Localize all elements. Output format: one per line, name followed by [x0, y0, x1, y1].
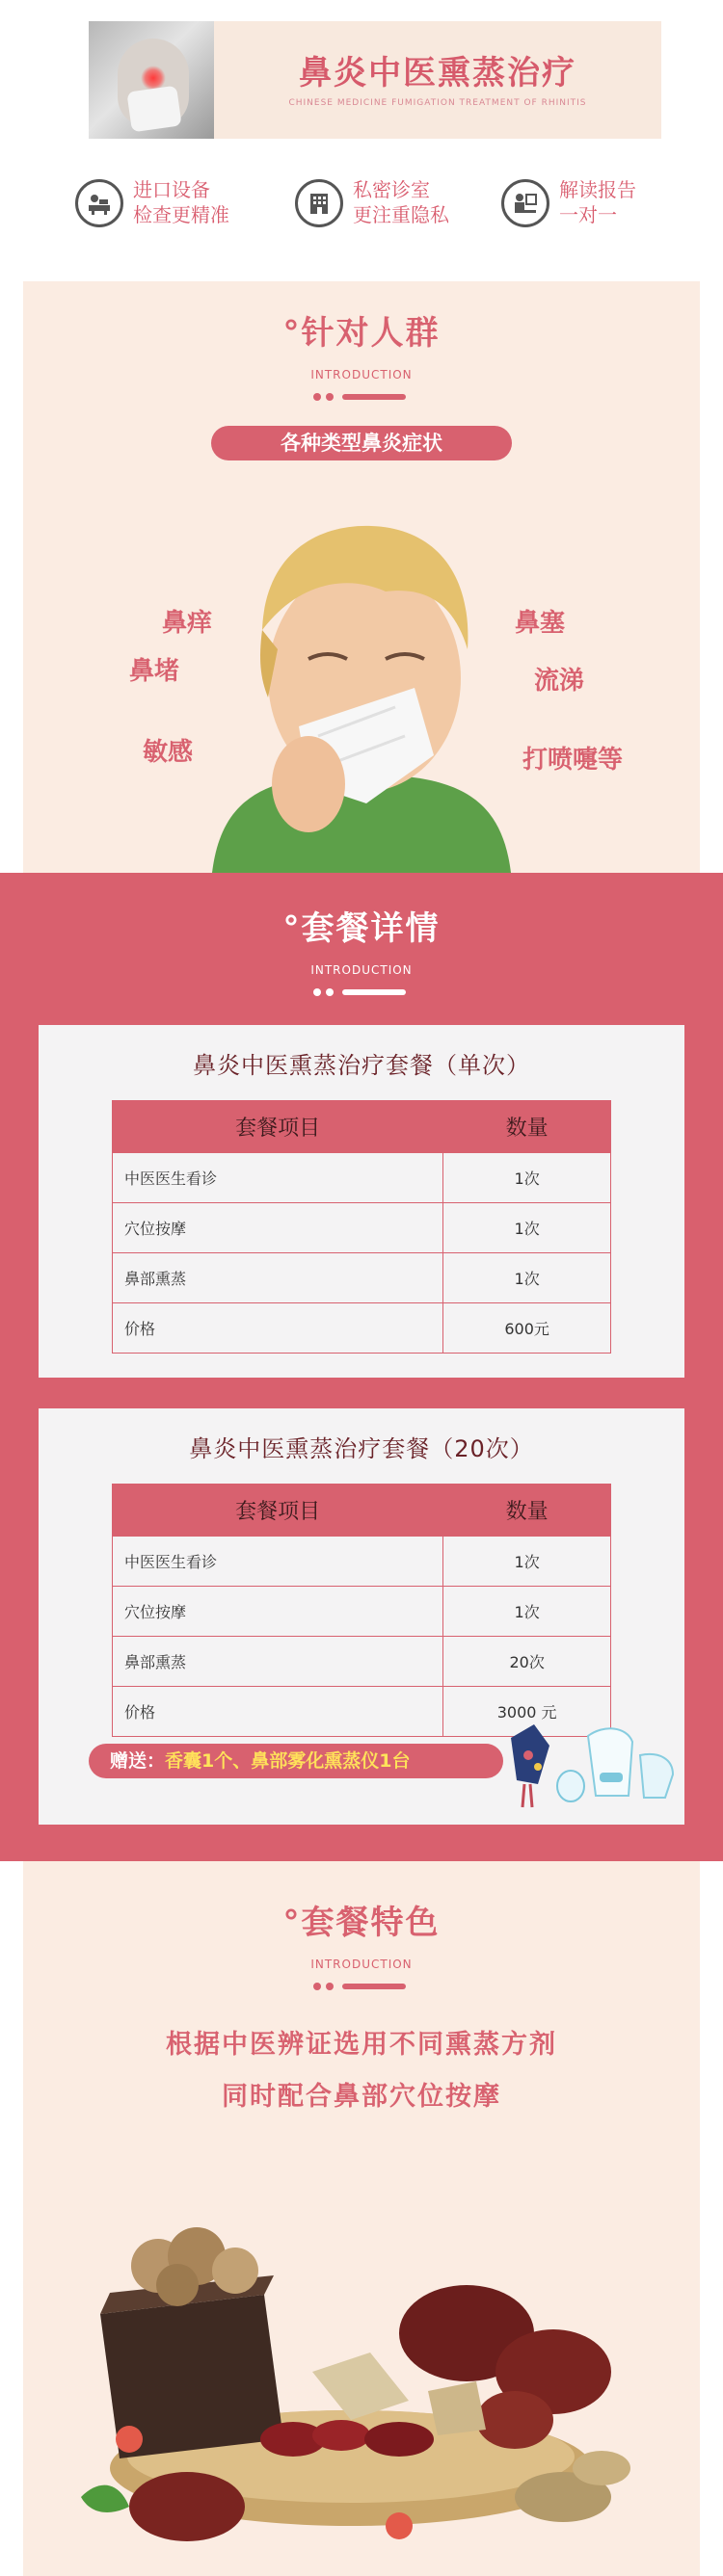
- table-row: [113, 1537, 611, 1587]
- symptom-sensitive: 敏感: [143, 738, 194, 767]
- table-header: 套餐项目: [113, 1485, 443, 1537]
- gift-products-image: [495, 1717, 679, 1809]
- item-cell: 鼻部熏蒸: [113, 1253, 443, 1303]
- quantity-cell: 1次: [443, 1587, 611, 1637]
- item-cell: 鼻部熏蒸: [113, 1637, 443, 1687]
- symptom-runny-nose: 流涕: [534, 667, 585, 696]
- table-row: [113, 1253, 611, 1303]
- table-row: [113, 1153, 611, 1203]
- quantity-cell: 1次: [443, 1537, 611, 1587]
- feature-line1: 私密诊室: [353, 178, 430, 201]
- symptom-stuffy-nose: 鼻塞: [515, 609, 566, 638]
- price-cell: 600元: [443, 1303, 611, 1354]
- quantity-cell: 1次: [443, 1203, 611, 1253]
- package-table: [112, 1100, 611, 1354]
- gift-banner: [89, 1744, 503, 1778]
- quantity-cell: 1次: [443, 1253, 611, 1303]
- gift-label: 赠送：: [110, 1750, 166, 1772]
- doctor-report-icon: [501, 179, 549, 227]
- feature-line1: 进口设备: [133, 178, 210, 201]
- clinic-icon: [295, 179, 343, 227]
- package-table: [112, 1484, 611, 1737]
- item-cell: 中医医生看诊: [113, 1153, 443, 1203]
- gift-value: 香囊1个、鼻部雾化熏蒸仪1台: [165, 1750, 411, 1772]
- quantity-cell: 20次: [443, 1637, 611, 1687]
- divider-dots: [313, 988, 410, 996]
- table-row: [113, 1303, 611, 1354]
- table-header: 数量: [443, 1485, 611, 1537]
- package-section: [0, 873, 723, 1861]
- banner-title: 鼻炎中医熏蒸治疗: [299, 54, 576, 92]
- feature-line1: 解读报告: [559, 178, 636, 201]
- symptom-itchy-nose: 鼻痒: [162, 609, 213, 638]
- feature-line-1: 根据中医辨证选用不同熏蒸方剂: [166, 2030, 557, 2060]
- divider-dots: [313, 1983, 410, 1990]
- section-title: °针对人群: [282, 314, 441, 353]
- section-intro: INTRODUCTION: [310, 963, 413, 977]
- herbal-medicine-image: [62, 2150, 659, 2564]
- divider-dots: [313, 393, 410, 401]
- feature-line2: 一对一: [559, 203, 617, 226]
- package-card-single: [39, 1025, 684, 1378]
- section-intro: INTRODUCTION: [310, 368, 413, 381]
- item-cell: 穴位按摩: [113, 1203, 443, 1253]
- quantity-cell: 1次: [443, 1153, 611, 1203]
- feature-line2: 检查更精准: [133, 203, 229, 226]
- table-header: 数量: [443, 1101, 611, 1153]
- symptom-pill: 各种类型鼻炎症状: [211, 426, 512, 460]
- section-intro: INTRODUCTION: [310, 1958, 413, 1971]
- feature-line-2: 同时配合鼻部穴位按摩: [222, 2082, 501, 2112]
- table-header: 套餐项目: [113, 1101, 443, 1153]
- feature-row: [75, 177, 654, 235]
- feature-line2: 更注重隐私: [353, 203, 449, 226]
- rhinitis-photo: [89, 21, 214, 139]
- item-cell: 穴位按摩: [113, 1587, 443, 1637]
- symptom-sneezing: 打喷嚏等: [522, 746, 624, 775]
- card-title: 鼻炎中医熏蒸治疗套餐（20次）: [189, 1435, 534, 1462]
- table-row: [113, 1203, 611, 1253]
- header-banner: [89, 21, 661, 139]
- card-title: 鼻炎中医熏蒸治疗套餐（单次）: [193, 1052, 530, 1079]
- child-sneezing-photo: [193, 514, 530, 873]
- banner-subtitle: CHINESE MEDICINE FUMIGATION TREATMENT OF RHINITIS: [288, 98, 587, 108]
- item-cell: 中医医生看诊: [113, 1537, 443, 1587]
- price-cell: 3000 元: [443, 1687, 611, 1737]
- table-row: [113, 1587, 611, 1637]
- table-row: [113, 1637, 611, 1687]
- target-section: [23, 281, 700, 873]
- item-cell: 价格: [113, 1303, 443, 1354]
- item-cell: 价格: [113, 1687, 443, 1737]
- section-title: °套餐特色: [282, 1904, 441, 1942]
- features-section: [23, 1861, 700, 2576]
- package-card-twenty: [39, 1408, 684, 1825]
- equipment-icon: [75, 179, 123, 227]
- section-title: °套餐详情: [282, 909, 441, 948]
- symptom-blocked-nose: 鼻堵: [129, 657, 180, 686]
